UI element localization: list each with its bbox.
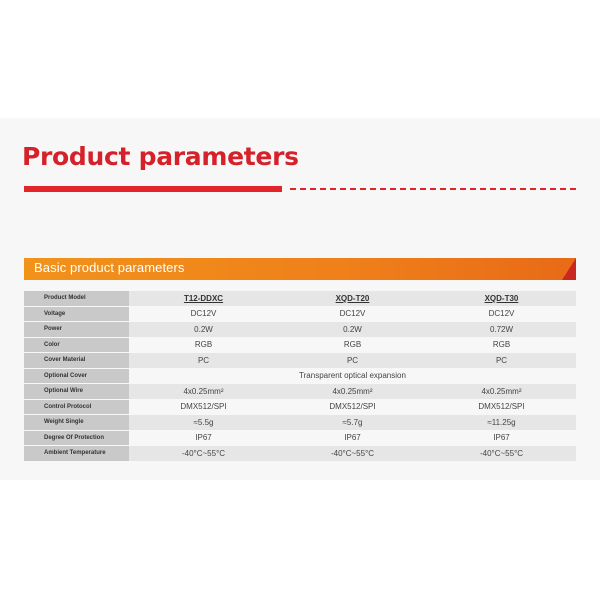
row-label: Color [24,338,129,354]
table-cell: 0.2W [194,324,213,334]
table-cell: DMX512/SPI [329,402,376,412]
table-cell: DMX512/SPI [478,402,525,412]
table-row [24,353,576,369]
table-cell: DMX512/SPI [180,402,227,412]
section-corner-triangle [562,258,576,280]
model-name: XQD-T30 [484,293,519,303]
table-cell: IP67 [195,433,212,443]
table-cell: DC12V [190,309,217,319]
table-row [24,400,576,416]
parameter-table [24,291,576,462]
table-cell: PC [346,355,359,365]
table-row [24,322,576,338]
table-cell: 4x0.25mm² [332,386,373,396]
table-row [24,307,576,323]
table-cell: 0.72W [489,324,514,334]
title-dashed-line [290,188,576,190]
table-cell: DC12V [339,309,366,319]
table-header-row [24,291,576,307]
table-cell: PC [197,355,210,365]
table-row [24,384,576,400]
table-cell: ≈5.5g [193,417,214,427]
row-label: Cover Material [24,353,129,369]
row-label: Optional Cover [24,369,129,385]
table-row [24,369,576,385]
table-cell: IP67 [344,433,361,443]
table-cell: ≈11.25g [487,417,516,427]
table-cell: RGB [492,340,511,350]
table-cell: -40°C~55°C [181,448,226,458]
table-cell: PC [495,355,508,365]
row-label: Control Protocol [24,400,129,416]
table-cell: IP67 [493,433,510,443]
row-label: Product Model [24,291,129,307]
table-cell: -40°C~55°C [330,448,375,458]
model-name: XQD-T20 [335,293,370,303]
table-cell: -40°C~55°C [479,448,524,458]
table-cell: 4x0.25mm² [183,386,224,396]
section-title: Basic product parameters [34,260,185,275]
row-label: Ambient Temperature [24,446,129,462]
page-title: Product parameters [22,142,299,171]
table-cell: ≈5.7g [342,417,363,427]
table-row [24,446,576,462]
table-cell-span: Transparent optical expansion [299,371,406,381]
table-row [24,431,576,447]
table-cell: RGB [194,340,213,350]
row-label: Optional Wire [24,384,129,400]
table-row [24,415,576,431]
table-cell: RGB [343,340,362,350]
table-cell: DC12V [488,309,515,319]
table-row [24,338,576,354]
table-cell: 0.2W [343,324,362,334]
model-name: T12-DDXC [183,293,224,303]
row-label: Power [24,322,129,338]
title-underline-bar [24,186,282,192]
table-cell: 4x0.25mm² [481,386,522,396]
row-label: Voltage [24,307,129,323]
row-label: Degree Of Protection [24,431,129,447]
row-label: Weight Single [24,415,129,431]
